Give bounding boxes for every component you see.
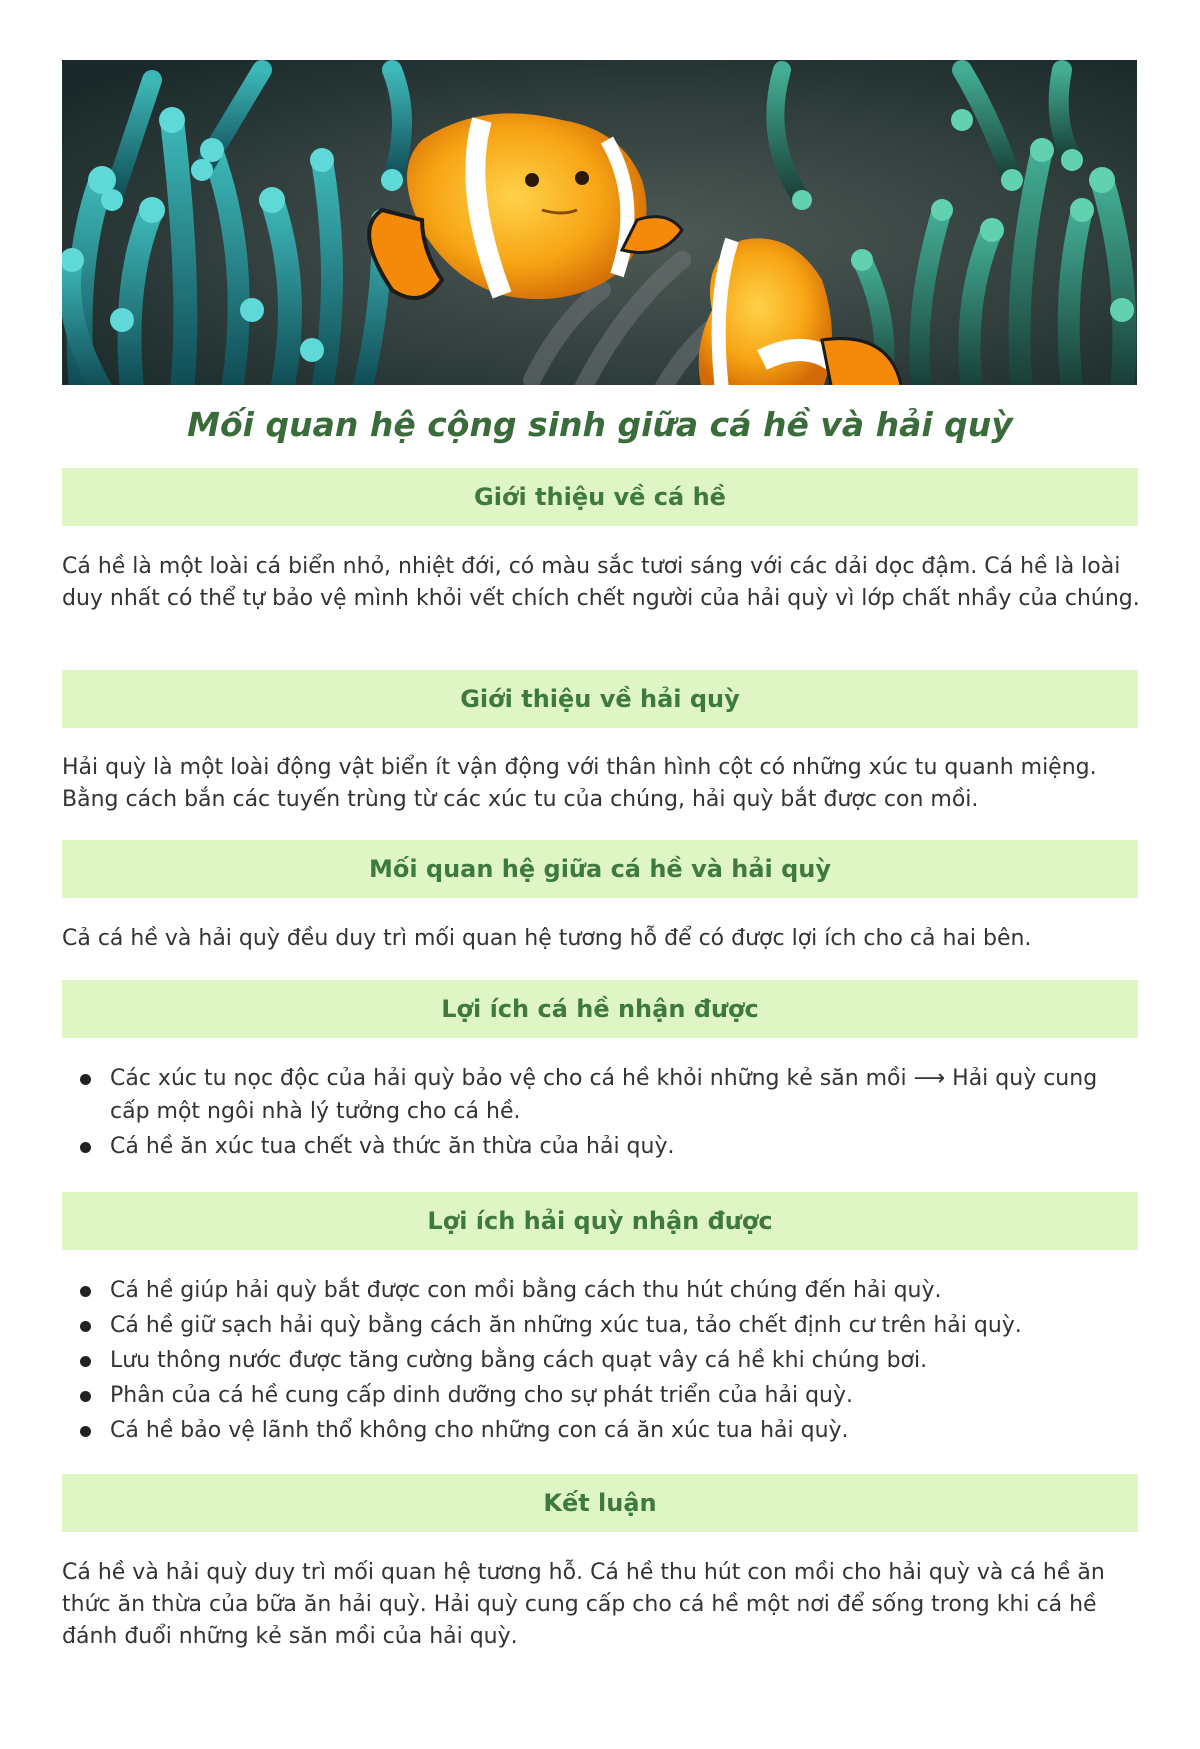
list-item-text: Lưu thông nước được tăng cường bằng cách quạt vây cá hề khi chúng bơi. — [110, 1348, 928, 1373]
section-heading-conclusion: Kết luận — [62, 1474, 1138, 1532]
list-item — [62, 1130, 1142, 1163]
bullet-icon — [80, 1426, 91, 1437]
list-item-text: Phân của cá hề cung cấp dinh dưỡng cho sự phát triển của hải quỳ. — [110, 1383, 854, 1408]
section-text-relationship: Cả cá hề và hải quỳ đều duy trì mối quan hệ tương hỗ để có được lợi ích cho cả hai bên. — [62, 926, 1032, 951]
clownfish-benefits-list — [62, 1062, 1142, 1165]
anemone-benefits-list — [62, 1274, 1142, 1449]
bullet-icon — [80, 1391, 91, 1402]
list-item — [62, 1062, 1142, 1128]
hero-image — [62, 60, 1137, 385]
list-item-text: Cá hề giữ sạch hải quỳ bằng cách ăn những xúc tua, tảo chết định cư trên hải quỳ. — [110, 1313, 1022, 1338]
bullet-icon — [80, 1321, 91, 1332]
section-text-conclusion: Cá hề và hải quỳ duy trì mối quan hệ tương hỗ. Cá hề thu hút con mồi cho hải quỳ và cá hề ăn thức ăn thừa của bữa ăn hải quỳ. Hải quỳ cung cấp cho cá hề một nơi để sống trong khi cá hề đánh đuổi những kẻ săn mồi của hải quỳ. — [62, 1560, 1105, 1649]
section-text-clownfish-intro: Cá hề là một loài cá biển nhỏ, nhiệt đới, có màu sắc tươi sáng với các dải dọc đậm. Cá hề là loài duy nhất có thể tự bảo vệ mình khỏi vết chích chết người của hải quỳ vì lớp chất nhầy của chúng. — [62, 554, 1140, 611]
section-heading-clownfish-benefits: Lợi ích cá hề nhận được — [62, 980, 1138, 1038]
list-item — [62, 1274, 1142, 1307]
section-heading-relationship: Mối quan hệ giữa cá hề và hải quỳ — [62, 840, 1138, 898]
clownfish-anemone-illustration — [62, 60, 1137, 385]
list-item — [62, 1309, 1142, 1342]
list-item-text: Các xúc tu nọc độc của hải quỳ bảo vệ cho cá hề khỏi những kẻ săn mồi ⟶ Hải quỳ cung cấp một ngôi nhà lý tưởng cho cá hề. — [110, 1066, 1098, 1124]
bullet-icon — [80, 1074, 91, 1085]
list-item — [62, 1344, 1142, 1377]
list-item-text: Cá hề giúp hải quỳ bắt được con mồi bằng cách thu hút chúng đến hải quỳ. — [110, 1278, 942, 1303]
section-heading-clownfish-intro: Giới thiệu về cá hề — [62, 468, 1138, 526]
bullet-icon — [80, 1286, 91, 1297]
bullet-icon — [80, 1356, 91, 1367]
page-title: Mối quan hệ cộng sinh giữa cá hề và hải quỳ — [187, 405, 1013, 444]
list-item — [62, 1414, 1142, 1447]
list-item-text: Cá hề ăn xúc tua chết và thức ăn thừa của hải quỳ. — [110, 1134, 675, 1159]
list-item — [62, 1379, 1142, 1412]
section-text-anemone-intro: Hải quỳ là một loài động vật biển ít vận động với thân hình cột có những xúc tu quanh miệng. Bằng cách bắn các tuyến trùng từ các xúc tu của chúng, hải quỳ bắt được con mồi. — [62, 755, 1097, 812]
section-heading-anemone-intro: Giới thiệu về hải quỳ — [62, 670, 1138, 728]
bullet-icon — [80, 1142, 91, 1153]
list-item-text: Cá hề bảo vệ lãnh thổ không cho những con cá ăn xúc tua hải quỳ. — [110, 1418, 849, 1443]
section-heading-anemone-benefits: Lợi ích hải quỳ nhận được — [62, 1192, 1138, 1250]
